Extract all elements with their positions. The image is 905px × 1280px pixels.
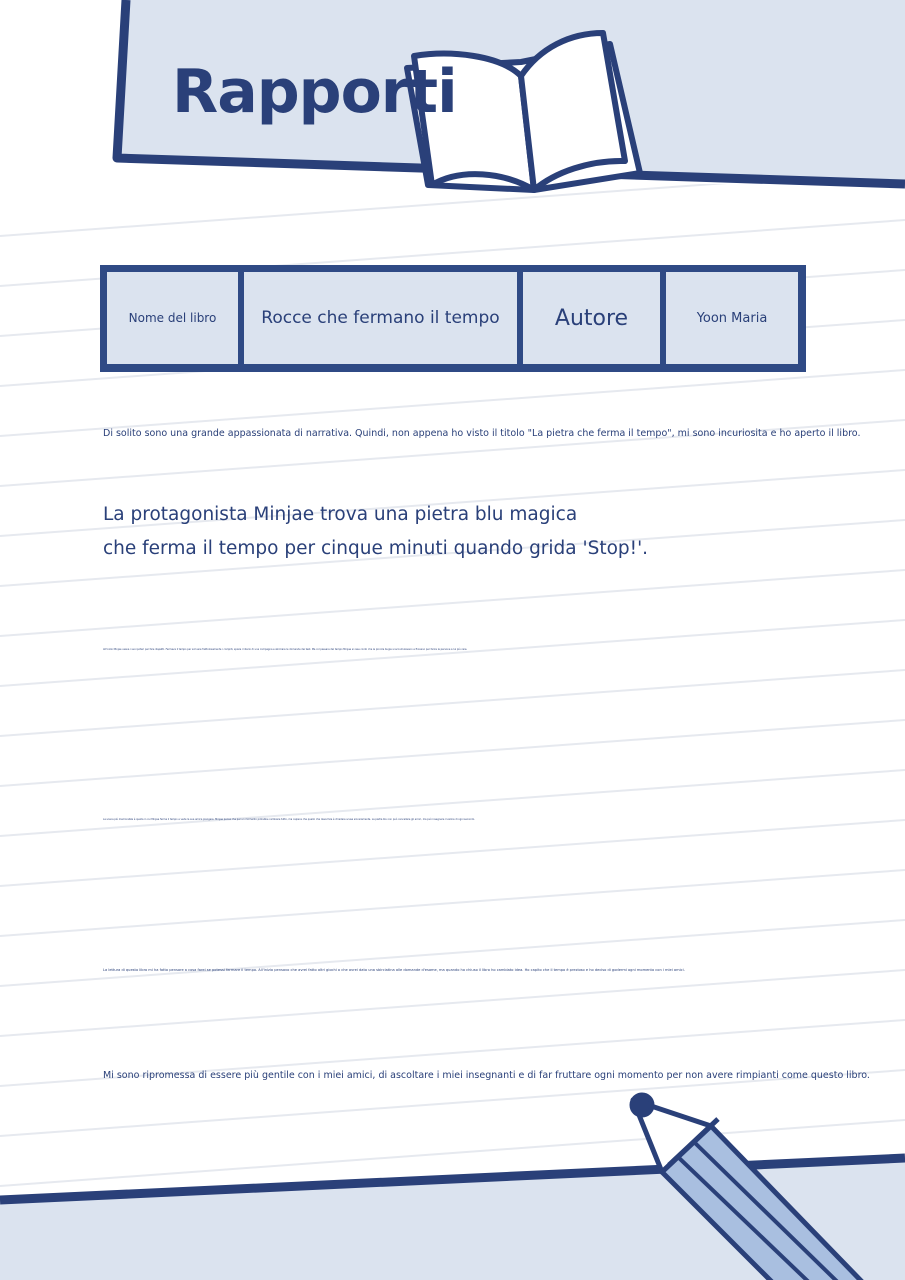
paragraph-4: La lettura di questo libro mi ha fatto pensare a cosa farei se potessi fermare il tempo. All'inizio pensavo che avrei fatto altri giochi o che avrei dato una sbirciatina alle domande d'esame, ma quando ho chiuso il libro ho cambiato idea. Ho capito che il tempo è prezioso e ho deciso di godermi ogni momento con i miei amici. <box>103 968 685 972</box>
book-info-table <box>100 265 806 372</box>
author-label: Autore <box>523 272 660 364</box>
book-title-value: Rocce che fermano il tempo <box>244 272 517 364</box>
headline-line-2: che ferma il tempo per cinque minuti quando grida 'Stop!'. <box>103 538 649 559</box>
intro-paragraph: Di solito sono una grande appassionata di narrativa. Quindi, non appena ho visto il titolo "La pietra che ferma il tempo", mi sono incuriosita e ho aperto il libro. <box>103 428 861 439</box>
page-title: Rapporti <box>172 57 457 127</box>
paragraph-2: All'inizio Minjae usava i suoi poteri per fare dispetti. Fermava il tempo per scrivere frettolosamente i compiti, spiare il diario di una compagna e sbirciare le domande dei test. Ma col passare del tempo Minjae si rese conto che le piccole bugie si accumulavano e finivano per ferire le persone a lui più care. <box>103 648 468 651</box>
headline-line-1: La protagonista Minjae trova una pietra blu magica <box>103 504 578 525</box>
summary-headline <box>103 498 648 566</box>
paragraph-3: La scena più memorabile è quella in cui Minjae ferma il tempo e vede la sua amica piangere. Minjae pensa che per un momento potrebbe cambiare tutto, ma capisce che quello che deve fare è chiedere scusa sinceramente. La pietra blu non può cancellare gli errori, ma può insegnare il valore di ogni secondo. <box>103 818 475 821</box>
book-name-label: Nome del libro <box>107 272 238 364</box>
closing-paragraph: Mi sono ripromessa di essere più gentile con i miei amici, di ascoltare i miei insegnanti e di far fruttare ogni momento per non avere rimpianti come questo libro. <box>103 1070 870 1081</box>
author-name-value: Yoon Maria <box>666 272 798 364</box>
